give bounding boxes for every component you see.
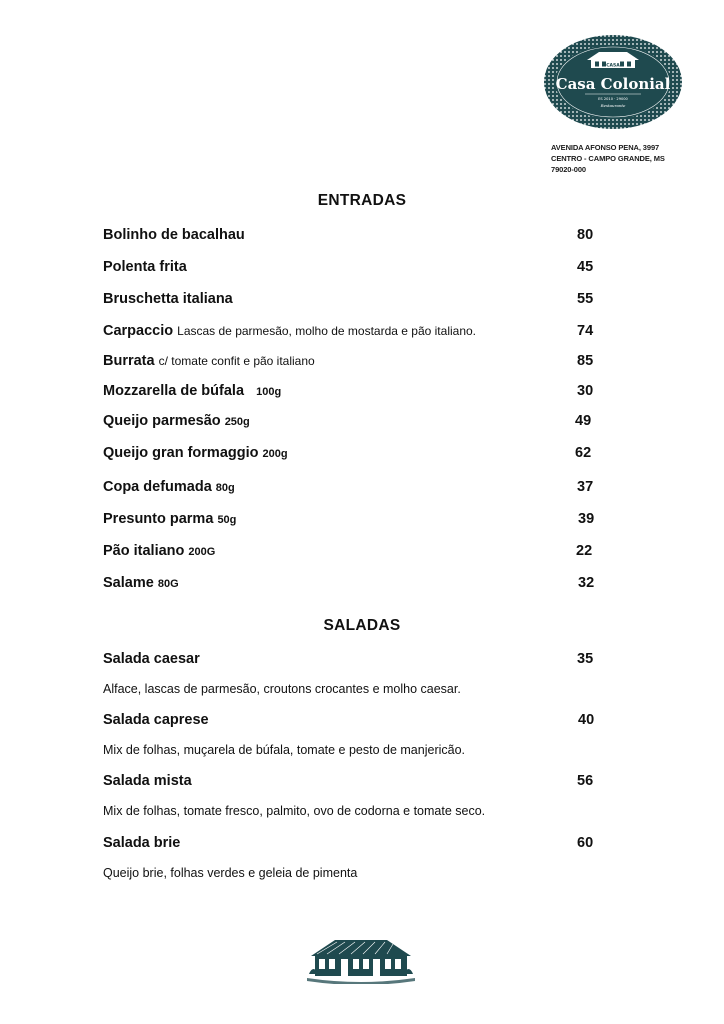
item-name: [103, 543, 215, 559]
item-name-text: Carpaccio: [103, 323, 174, 339]
item-price: 56: [577, 773, 594, 789]
item-quantity: 50g: [217, 514, 237, 526]
item-name-text: Mozzarella de búfala: [103, 383, 245, 399]
item-name-text: Salame: [103, 575, 154, 591]
item-quantity: 80g: [215, 482, 235, 494]
casa-colonial-logo: [543, 34, 683, 130]
address-block: [551, 142, 665, 175]
item-name-text: Burrata: [103, 353, 155, 369]
logo-established: ES 2010 · 29000: [598, 97, 628, 101]
item-name-text: Queijo parmesão: [103, 413, 221, 429]
item-name: [103, 511, 236, 527]
item-price: 40: [578, 712, 595, 728]
menu-item: [103, 511, 623, 531]
menu-item: [103, 259, 623, 279]
item-name: Bolinho de bacalhau: [103, 227, 245, 243]
section-title-saladas: SALADAS: [323, 617, 401, 634]
item-description: Lascas de parmesão, molho de mostarda e pão italiano.: [177, 324, 477, 338]
logo-tagline: Restaurante: [600, 103, 626, 108]
item-name: Salada caesar: [103, 651, 200, 667]
item-name: [103, 445, 288, 461]
house-illustration-icon: [305, 934, 417, 984]
section-title-entradas: ENTRADAS: [317, 192, 407, 209]
address-line-2: CENTRO - CAMPO GRANDE, MS: [551, 154, 665, 163]
address-line-3: 79020-000: [551, 165, 586, 174]
menu-item: [103, 651, 623, 671]
item-quantity: 80G: [157, 578, 179, 590]
logo-sign-text: CASA: [606, 63, 620, 69]
item-quantity: 200g: [262, 448, 288, 460]
item-price: 62: [575, 445, 592, 461]
menu-item: [103, 773, 623, 793]
item-name: [103, 479, 235, 495]
item-price: 32: [578, 575, 595, 591]
item-description: c/ tomate confit e pão italiano: [158, 354, 315, 368]
menu-item: [103, 835, 623, 855]
item-name: [103, 575, 179, 591]
item-name: Salada mista: [103, 773, 192, 789]
item-description: Queijo brie, folhas verdes e geleia de pimenta: [103, 866, 358, 880]
item-quantity: 200G: [188, 546, 216, 558]
item-description: Mix de folhas, muçarela de búfala, tomate e pesto de manjericão.: [103, 743, 466, 757]
menu-item: [103, 479, 623, 499]
item-name-text: Pão italiano: [103, 543, 185, 559]
menu-item: [103, 712, 623, 732]
address-line-1: AVENIDA AFONSO PENA, 3997: [551, 143, 660, 152]
item-price: 80: [577, 227, 594, 243]
item-name: [103, 383, 281, 399]
item-description: Mix de folhas, tomate fresco, palmito, ovo de codorna e tomate seco.: [103, 804, 486, 818]
item-name-text: Copa defumada: [103, 479, 212, 495]
item-price: 22: [576, 543, 593, 559]
item-price: 55: [577, 291, 594, 307]
item-quantity: 100g: [256, 386, 282, 398]
menu-item: [103, 413, 623, 433]
item-price: 37: [577, 479, 594, 495]
item-name: [103, 413, 250, 429]
logo-brand-name: Casa Colonial: [555, 75, 671, 93]
item-price: 35: [577, 651, 594, 667]
menu-item: [103, 227, 623, 247]
item-name: Salada brie: [103, 835, 181, 851]
item-description: Alface, lascas de parmesão, croutons crocantes e molho caesar.: [103, 682, 461, 696]
menu-item: [103, 575, 623, 595]
item-price: 74: [577, 323, 594, 339]
item-price: 45: [577, 259, 594, 275]
item-price: 85: [577, 353, 594, 369]
item-price: 30: [577, 383, 594, 399]
menu-item: [103, 445, 623, 465]
menu-item: [103, 353, 623, 373]
menu-item: [103, 383, 623, 403]
menu-item: [103, 543, 623, 563]
item-name: Salada caprese: [103, 712, 209, 728]
menu-item: [103, 323, 623, 343]
item-quantity: 250g: [224, 416, 250, 428]
item-name: Polenta frita: [103, 259, 187, 275]
item-name-text: Presunto parma: [103, 511, 214, 527]
item-name-text: Queijo gran formaggio: [103, 445, 259, 461]
menu-item: [103, 291, 623, 311]
item-name: [103, 323, 476, 339]
item-price: 39: [578, 511, 595, 527]
item-name: Bruschetta italiana: [103, 291, 233, 307]
item-name: [103, 353, 315, 369]
item-price: 60: [577, 835, 594, 851]
item-price: 49: [575, 413, 592, 429]
